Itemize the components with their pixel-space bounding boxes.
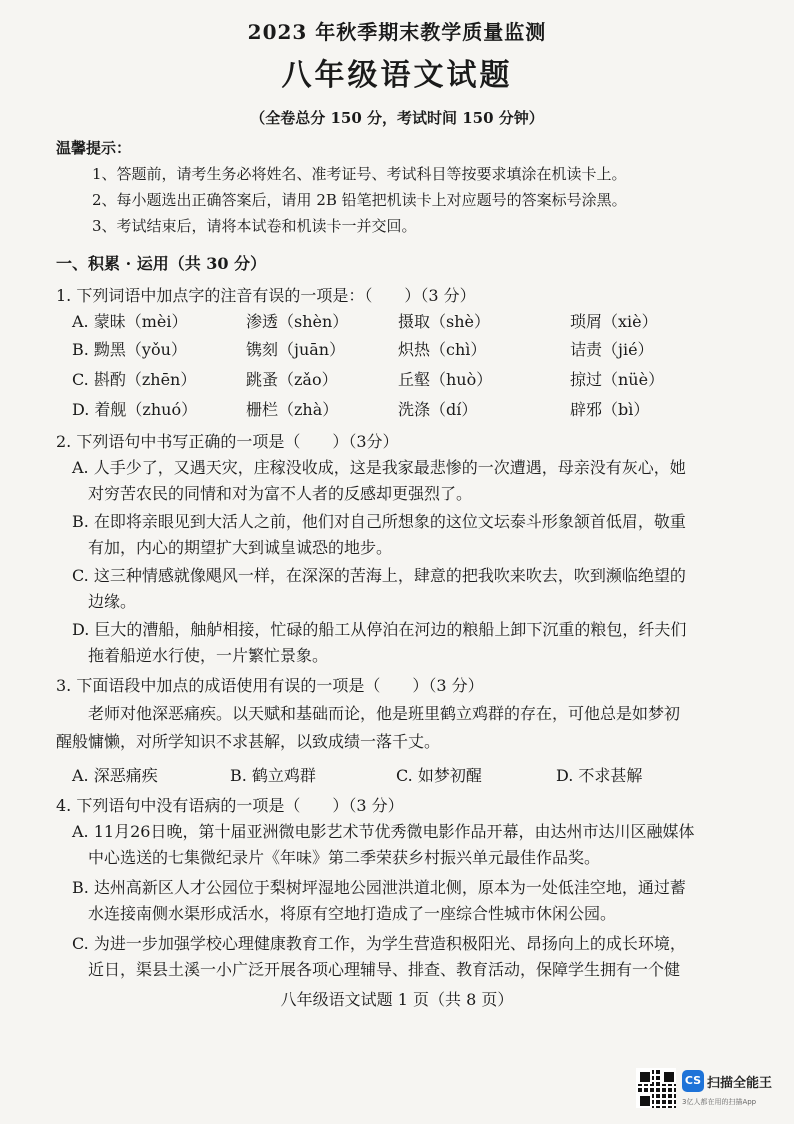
q3-option: A. 深恶痛疾: [72, 766, 158, 785]
exam-title: 2023 年秋季期末教学质量监测: [247, 20, 547, 44]
q1-option-cell: 摄取（shè）: [398, 312, 490, 331]
q1-option-cell: 渗透（shèn）: [246, 312, 349, 331]
q1-option-cell: 镌刻（juān）: [246, 340, 346, 359]
q1-option-cell: C. 斟酌（zhēn）: [72, 370, 197, 389]
q3-option: D. 不求甚解: [556, 766, 643, 785]
q1-option-cell: 琐屑（xiè）: [570, 312, 658, 331]
scanner-app-name: 扫描全能王: [707, 1076, 773, 1091]
q1-option-cell: 栅栏（zhà）: [246, 400, 339, 419]
q4-option-line: 中心选送的七集微纪录片《年味》第二季荣获乡村振兴单元最佳作品奖。: [88, 848, 601, 867]
q4-option-line: 水连接南侧水渠形成活水，将原有空地打造成了一座综合性城市休闲公园。: [88, 904, 617, 923]
scanner-tagline: 3亿人都在用的扫描App: [682, 1098, 757, 1106]
exam-info: （全卷总分 150 分，考试时间 150 分钟）: [250, 109, 544, 127]
q3-passage-line: 老师对他深恶痛疾。以天赋和基础而论，他是班里鹤立鸡群的存在，可他总是如梦初: [88, 704, 681, 723]
q2-option-line: 拖着船逆水行使，一片繁忙景象。: [88, 646, 329, 665]
q1-option-cell: 辟邪（bì）: [570, 400, 650, 419]
q3-option: B. 鹤立鸡群: [230, 766, 316, 785]
exam-subject-title: 八年级语文试题: [281, 58, 513, 93]
q2-option-line: D. 巨大的漕船，舳舻相接，忙碌的船工从停泊在河边的粮船上卸下沉重的粮包，纤夫们: [72, 620, 687, 639]
q1-option-cell: 洗涤（dí）: [398, 400, 478, 419]
q2-option-line: 有加，内心的期望扩大到诚皇诚恐的地步。: [88, 538, 393, 557]
tip-item: 1、答题前，请考生务必将姓名、准考证号、考试科目等按要求填涂在机读卡上。: [92, 165, 627, 183]
q4-option-line: C. 为进一步加强学校心理健康教育工作，为学生营造积极阳光、昂扬向上的成长环境，: [72, 934, 686, 953]
question-4-stem: 4. 下列语句中没有语病的一项是（ ）（3 分）: [56, 796, 404, 815]
q1-option-cell: 跳蚤（zǎo）: [246, 370, 338, 389]
q2-option-line: 对穷苦农民的同情和对为富不人者的反感却更强烈了。: [88, 484, 473, 503]
q1-option-cell: 炽热（chì）: [398, 340, 487, 359]
q3-option: C. 如梦初醒: [396, 766, 482, 785]
q2-option-line: 边缘。: [88, 592, 137, 611]
question-1-stem: 1. 下列词语中加点字的注音有误的一项是：（ ）（3 分）: [56, 286, 476, 305]
q3-passage-line: 醒般慵懒，对所学知识不求甚解，以致成绩一落千丈。: [56, 732, 441, 751]
q1-option-cell: 诘责（jié）: [570, 340, 654, 359]
qr-code-icon: [636, 1068, 676, 1108]
section-title: 一、积累 · 运用（共 30 分）: [56, 254, 267, 273]
q2-option-line: C. 这三种情感就像飓风一样，在深深的苦海上，肆意的把我吹来吹去，吹到濒临绝望的: [72, 566, 686, 585]
q4-option-line: A. 11月26日晚，第十届亚洲微电影艺术节优秀微电影作品开幕，由达州市达川区融媒体: [72, 822, 695, 841]
tip-item: 3、考试结束后，请将本试卷和机读卡一并交回。: [92, 217, 417, 235]
q1-option-cell: B. 黝黑（yǒu）: [72, 340, 187, 359]
q2-option-line: B. 在即将亲眼见到大活人之前，他们对自己所想象的这位文坛泰斗形象颔首低眉，敬重: [72, 512, 686, 531]
tips-heading: 温馨提示：: [56, 139, 132, 157]
q4-option-line: B. 达州高新区人才公园位于梨树坪湿地公园泄洪道北侧，原本为一处低洼空地，通过蓄: [72, 878, 686, 897]
q1-option-cell: 丘壑（huò）: [398, 370, 493, 389]
q1-option-cell: 掠过（nüè）: [570, 370, 665, 389]
q2-option-line: A. 人手少了，又遇天灾，庄稼没收成，这是我家最悲惨的一次遭遇，母亲没有灰心，她: [72, 458, 686, 477]
q1-option-cell: D. 着舰（zhuó）: [72, 400, 198, 419]
question-2-stem: 2. 下列语句中书写正确的一项是（ ）（3分）: [56, 432, 399, 451]
q1-option-cell: A. 蒙昧（mèi）: [72, 312, 188, 331]
camscanner-logo-icon: CS: [682, 1070, 704, 1092]
question-3-stem: 3. 下面语段中加点的成语使用有误的一项是（ ）（3 分）: [56, 676, 484, 695]
q4-option-line: 近日，渠县土溪一小广泛开展各项心理辅导、排查、教育活动，保障学生拥有一个健: [88, 960, 681, 979]
page-footer: 八年级语文试题 1 页（共 8 页）: [280, 990, 514, 1009]
tip-item: 2、每小题选出正确答案后，请用 2B 铅笔把机读卡上对应题号的答案标号涂黑。: [92, 191, 627, 209]
